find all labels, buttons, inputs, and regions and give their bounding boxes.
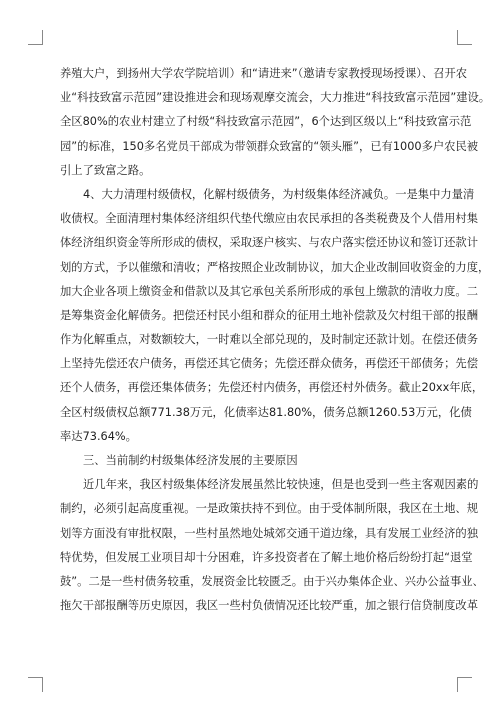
- body-line: 业“科技致富示范园”建设推进会和现场观摩交流会，大力推进“科技致富示范园”建设。: [60, 91, 491, 105]
- body-line: 全区80%的农业村建立了村级“科技致富示范园”，6个达到区级以上“科技致富示范: [60, 115, 472, 129]
- body-line: 养殖大户，到扬州大学农学院培训）和“请进来”（邀请专家教授现场授课）、召开农: [60, 67, 468, 80]
- body-line: 园”的标准，150多名党员干部成为带领群众致富的“领头雁”，已有1000多户农民被: [60, 139, 479, 153]
- corner-crop-mark-top-right: [457, 30, 472, 45]
- body-line: 鼓”。二是一些村债务较重，发展资金比较匮乏。由于兴办集体企业、兴办公益事业、: [60, 574, 484, 588]
- body-line: 收债权。全面清理村集体经济组织代垫代缴应由农民承担的各类税费及个人借用村集: [60, 212, 478, 226]
- body-line: 全区村级债权总额771.38万元，化债率达81.80%，债务总额1260.53万元，化债: [60, 405, 472, 419]
- body-line: 加大企业各项上缴资金和借款以及其它承包关系所形成的承包上缴款的清收力度。二: [60, 284, 478, 298]
- corner-crop-mark-bottom-right: [457, 677, 472, 692]
- body-line: 是筹集资金化解债务。把偿还村民小组和群众的征用土地补偿款及欠村组干部的报酬: [60, 308, 478, 322]
- corner-crop-mark-top-left: [28, 30, 43, 45]
- body-line: 还个人债务，再偿还集体债务；先偿还村内债务，再偿还村外债务。截止20xx年底，: [60, 381, 484, 395]
- body-line: 上坚持先偿还农户债务，再偿还其它债务；先偿还群众债务，再偿还干部债务；先偿: [60, 357, 478, 371]
- body-line: 引上了致富之路。: [60, 163, 151, 177]
- body-line: 近几年来，我区村级集体经济发展虽然比较快速，但是也受到一些主客观因素的: [83, 478, 479, 492]
- corner-crop-mark-bottom-left: [28, 677, 43, 692]
- body-line: 划的方式，予以催缴和清收；严格按照企业改制协议，加大企业改制回收资金的力度，: [60, 260, 490, 274]
- body-line: 拖欠干部报酬等历史原因，我区一些村负债情况还比较严重，加之银行信贷制度改革: [60, 599, 478, 613]
- document-body: [60, 62, 491, 618]
- body-line: 划等方面没有审批权限，一些村虽然地处城郊交通干道边缘，具有发展工业经济的独: [60, 526, 478, 540]
- body-line: 率达73.64%。: [60, 429, 137, 443]
- body-line: 特优势，但发展工业项目却十分困难，许多投资者在了解土地价格后纷纷打起“退堂: [60, 550, 473, 564]
- section-heading: 三、当前制约村级集体经济发展的主要原因: [83, 454, 298, 467]
- body-line: 4、大力清理村级债权，化解村级债务，为村级集体经济减负。一是集中力量清: [83, 187, 475, 201]
- body-line: 制约，必须引起高度重视。一是政策扶持不到位。由于受体制所限，我区在土地、规: [60, 502, 478, 516]
- body-line: 体经济组织资金等所形成的债权，采取逐户核实、与农户落实偿还协议和签订还款计: [60, 236, 478, 250]
- body-line: 作为化解重点，对数额较大，一时难以全部兑现的，及时制定还款计划。在偿还债务: [60, 333, 478, 347]
